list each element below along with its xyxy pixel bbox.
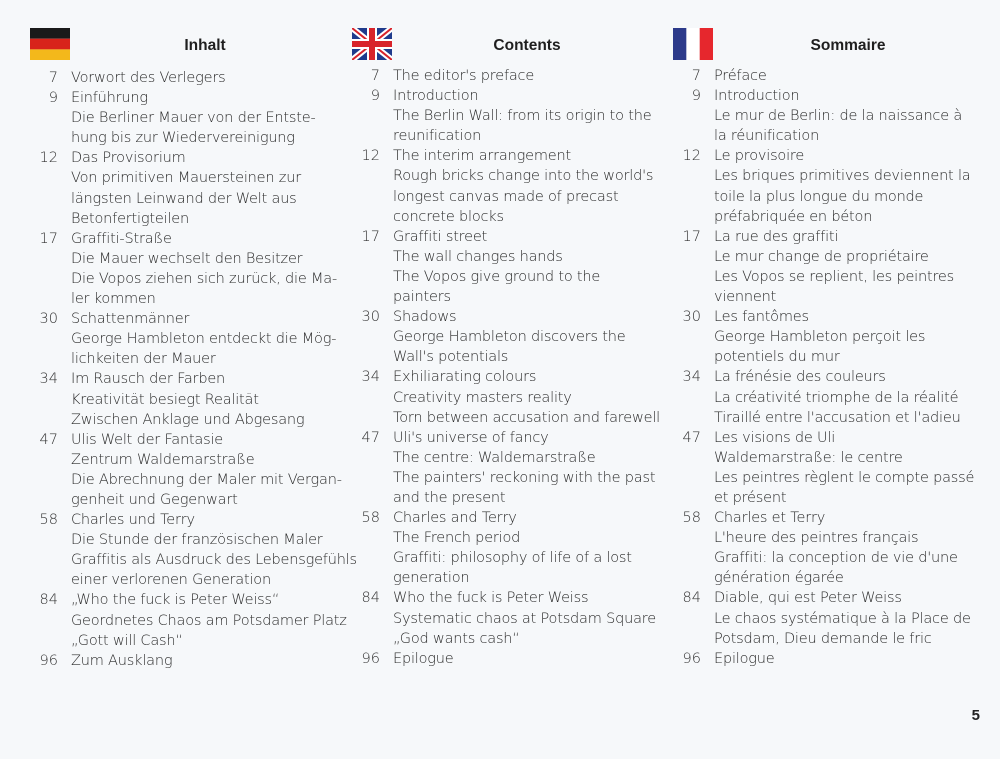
toc-chapter-title: Les fantômes [714, 309, 809, 326]
toc-chapter-title: The editor's preface [393, 68, 535, 84]
toc-chapter-subtitle: Waldemarstraße: le centre [714, 449, 903, 466]
toc-chapter-subtitle: Les Vopos se replient, les peintres [714, 268, 954, 285]
toc-chapter-subtitle: George Hambleton discovers the [393, 329, 626, 346]
toc-entry [30, 88, 340, 148]
toc-entry [352, 508, 662, 588]
toc-chapter-subtitle: „God wants cash“ [393, 630, 520, 647]
toc-page-number: 30 [361, 309, 380, 326]
toc-entry-text [714, 649, 983, 669]
toc-page-number: 34 [361, 369, 380, 386]
toc-chapter-subtitle: The French period [393, 530, 521, 547]
toc-page-number: 7 [48, 70, 58, 86]
toc-chapter-subtitle: The painters' reckoning with the past [393, 469, 656, 486]
toc-chapter-title: Im Rausch der Farben [71, 371, 226, 388]
toc-chapter-subtitle: generation [393, 570, 470, 587]
column-header [30, 0, 340, 60]
toc-entry [673, 508, 983, 588]
toc-entry-text [393, 227, 662, 307]
toc-chapter-subtitle: längsten Leinwand der Welt aus [71, 190, 297, 207]
toc-entry-text [393, 588, 662, 648]
toc-chapter-title: Uli's universe of fancy [393, 429, 549, 446]
toc-entry-text [714, 367, 983, 427]
toc-entry-text [71, 309, 340, 369]
toc-chapter-subtitle: Die Vopos ziehen sich zurück, die Ma- [71, 270, 337, 287]
toc-chapter-subtitle: potentiels du mur [714, 349, 840, 366]
column-header [352, 0, 662, 60]
toc-chapter-subtitle: génération égarée [714, 570, 844, 587]
toc-page-number: 9 [691, 88, 701, 105]
toc-entry [352, 588, 662, 648]
column-header [673, 0, 983, 60]
column-title: Contents [493, 37, 561, 54]
toc-chapter-subtitle: et présent [714, 489, 787, 506]
toc-chapter-subtitle: Les briques primitives deviennent la [714, 168, 971, 185]
toc-chapter-subtitle: Graffiti: philosophy of life of a lost [393, 550, 632, 567]
toc-chapter-title: Diable, qui est Peter Weiss [714, 590, 902, 607]
toc-chapter-subtitle: Graffitis als Ausdruck des Lebensgefühls [71, 552, 357, 569]
toc-entry [673, 146, 983, 226]
toc-entry-text [393, 428, 662, 508]
toc-entry-text [714, 428, 983, 508]
toc-chapter-title: Le provisoire [714, 148, 805, 165]
toc-chapter-subtitle: The Berlin Wall: from its origin to the [393, 108, 652, 125]
toc-chapter-subtitle: Creativity masters reality [393, 389, 572, 406]
toc-page-number: 34 [39, 371, 58, 388]
toc-chapter-title: „Who the fuck is Peter Weiss“ [71, 592, 280, 609]
toc-entry-text [714, 307, 983, 367]
toc-page-number: 17 [39, 230, 58, 247]
toc-entry [352, 367, 662, 427]
toc-entry [352, 649, 662, 669]
toc-page-number: 12 [39, 150, 58, 167]
toc-entry-text [71, 369, 340, 429]
toc-entry-text [71, 510, 357, 590]
toc-entry [30, 590, 347, 650]
toc-page-number: 47 [361, 429, 380, 446]
toc-list [30, 68, 357, 671]
toc-chapter-subtitle: George Hambleton perçoit les [714, 329, 926, 346]
toc-chapter-subtitle: Rough bricks change into the world's [393, 168, 654, 185]
toc-entry-text [393, 508, 662, 588]
toc-page-number: 9 [370, 88, 380, 105]
toc-chapter-subtitle: Potsdam, Dieu demande le fric [714, 630, 932, 647]
toc-list [673, 66, 983, 669]
toc-page-number: 17 [682, 228, 701, 245]
column-title: Inhalt [184, 37, 226, 54]
toc-chapter-subtitle: painters [393, 289, 451, 306]
toc-chapter-title: Les visions de Uli [714, 429, 836, 446]
toc-chapter-title: Who the fuck is Peter Weiss [393, 590, 589, 607]
toc-entry-text [393, 367, 662, 427]
toc-chapter-title: Préface [714, 68, 767, 84]
toc-list [352, 66, 662, 669]
toc-entry-text [393, 649, 662, 669]
toc-page-number: 84 [682, 590, 701, 607]
toc-page-number: 58 [682, 510, 701, 527]
toc-chapter-subtitle: Betonfertigteilen [71, 210, 189, 227]
toc-page-number: 12 [361, 148, 380, 165]
toc-chapter-subtitle: longest canvas made of precast [393, 188, 619, 205]
toc-chapter-subtitle: Die Abrechnung der Maler mit Vergan- [71, 471, 342, 488]
toc-entry-text [714, 66, 983, 86]
toc-chapter-title: La frénésie des couleurs [714, 369, 886, 386]
page-number: 5 [971, 707, 980, 724]
toc-chapter-subtitle: viennent [714, 289, 777, 306]
toc-chapter-subtitle: La créativité triomphe de la réalité [714, 389, 959, 406]
toc-chapter-title: Introduction [393, 88, 479, 105]
toc-chapter-subtitle: reunification [393, 128, 482, 145]
toc-chapter-title: Ulis Welt der Fantasie [71, 431, 224, 448]
toc-entry-text [393, 146, 662, 226]
column-title: Sommaire [810, 37, 886, 54]
toc-entry [673, 227, 983, 307]
toc-page-number: 30 [39, 311, 58, 328]
toc-entry [30, 148, 340, 228]
toc-page-number: 34 [682, 369, 701, 386]
toc-chapter-subtitle: Torn between accusation and farewell [393, 409, 661, 426]
toc-entry [30, 229, 340, 309]
toc-entry-text [714, 86, 983, 146]
toc-chapter-subtitle: Die Mauer wechselt den Besitzer [71, 250, 303, 267]
toc-entry [673, 649, 983, 669]
toc-entry-text [393, 66, 662, 86]
toc-chapter-subtitle: Le chaos systématique à la Place de [714, 610, 971, 627]
toc-chapter-subtitle: and the present [393, 489, 506, 506]
toc-chapter-subtitle: George Hambleton entdeckt die Mög- [71, 331, 337, 348]
toc-chapter-title: Schattenmänner [71, 311, 190, 328]
toc-entry [30, 430, 340, 510]
toc-entry-text [714, 227, 983, 307]
toc-page-number: 7 [691, 68, 701, 84]
toc-chapter-subtitle: Wall's potentials [393, 349, 509, 366]
toc-page-number: 96 [39, 652, 58, 669]
toc-chapter-subtitle: Tiraillé entre l'accusation et l'adieu [714, 409, 961, 426]
toc-chapter-subtitle: Zwischen Anklage und Abgesang [71, 411, 305, 428]
toc-chapter-title: Charles and Terry [393, 510, 517, 527]
toc-entry [673, 66, 983, 86]
toc-chapter-subtitle: préfabriquée en béton [714, 208, 873, 225]
toc-entry [673, 307, 983, 367]
toc-entry [673, 86, 983, 146]
toc-entry [352, 307, 662, 367]
toc-page-number: 7 [370, 68, 380, 84]
toc-chapter-title: Epilogue [714, 650, 775, 667]
toc-entry-text [71, 229, 340, 309]
toc-entry-text [71, 88, 340, 148]
toc-page-number: 96 [361, 650, 380, 667]
toc-chapter-title: Einführung [71, 90, 148, 107]
toc-chapter-title: Epilogue [393, 650, 454, 667]
toc-chapter-title: Shadows [393, 309, 457, 326]
toc-page-number: 12 [682, 148, 701, 165]
toc-chapter-title: Introduction [714, 88, 800, 105]
toc-chapter-title: Charles et Terry [714, 510, 826, 527]
toc-page-number: 96 [682, 650, 701, 667]
toc-page-number: 17 [361, 228, 380, 245]
toc-chapter-subtitle: hung bis zur Wiedervereinigung [71, 130, 295, 147]
toc-page-number: 47 [682, 429, 701, 446]
toc-chapter-subtitle: ler kommen [71, 291, 156, 308]
toc-chapter-subtitle: Geordnetes Chaos am Potsdamer Platz [71, 612, 347, 629]
toc-entry-text [393, 307, 662, 367]
toc-entry-text [714, 146, 983, 226]
toc-chapter-subtitle: Le mur change de propriétaire [714, 248, 929, 265]
toc-entry [30, 68, 340, 88]
toc-chapter-subtitle: Kreativität besiegt Realität [71, 391, 259, 408]
toc-chapter-subtitle: The Vopos give ground to the [393, 268, 601, 285]
toc-chapter-subtitle: Die Berliner Mauer von der Entste- [71, 110, 316, 127]
toc-entry [30, 510, 357, 590]
toc-chapter-title: La rue des graffiti [714, 228, 839, 245]
toc-chapter-title: Zum Ausklang [71, 652, 173, 669]
toc-chapter-subtitle: Von primitiven Mauersteinen zur [71, 170, 301, 187]
toc-entry [673, 588, 983, 648]
toc-entry-text [71, 68, 340, 88]
toc-chapter-title: Graffiti street [393, 228, 488, 245]
toc-entry-text [714, 508, 983, 588]
toc-entry [352, 428, 662, 508]
toc-chapter-title: Charles und Terry [71, 512, 195, 529]
toc-chapter-subtitle: Die Stunde der französischen Maler [71, 532, 323, 549]
toc-chapter-subtitle: Zentrum Waldemarstraße [71, 451, 255, 468]
column-french [673, 0, 983, 667]
toc-entry-text [393, 86, 662, 146]
toc-chapter-subtitle: „Gott will Cash“ [71, 632, 183, 649]
toc-entry-text [71, 590, 347, 650]
toc-chapter-subtitle: L'heure des peintres français [714, 530, 919, 547]
column-english [352, 0, 662, 667]
toc-chapter-title: Vorwort des Verlegers [71, 70, 226, 86]
toc-page-number: 84 [361, 590, 380, 607]
toc-page-number: 58 [39, 512, 58, 529]
toc-chapter-subtitle: Les peintres règlent le compte passé [714, 469, 975, 486]
toc-page-number: 84 [39, 592, 58, 609]
toc-page-number: 9 [48, 90, 58, 107]
toc-entry [30, 651, 340, 671]
toc-entry [30, 369, 340, 429]
toc-entry [352, 146, 662, 226]
toc-chapter-subtitle: lichkeiten der Mauer [71, 351, 216, 368]
toc-chapter-subtitle: The wall changes hands [393, 248, 563, 265]
toc-chapter-subtitle: einer verlorenen Generation [71, 572, 271, 589]
toc-entry [352, 227, 662, 307]
column-german [30, 0, 357, 669]
toc-chapter-subtitle: la réunification [714, 128, 820, 145]
toc-entry [30, 309, 340, 369]
toc-chapter-subtitle: genheit und Gegenwart [71, 491, 238, 508]
toc-chapter-title: Exhiliarating colours [393, 369, 537, 386]
toc-chapter-title: The interim arrangement [393, 148, 571, 165]
toc-entry-text [71, 148, 340, 228]
toc-entry [352, 86, 662, 146]
toc-entry-text [71, 651, 340, 671]
toc-chapter-subtitle: toile la plus longue du monde [714, 188, 924, 205]
toc-entry [673, 428, 983, 508]
toc-entry-text [71, 430, 342, 510]
toc-chapter-title: Das Provisorium [71, 150, 186, 167]
toc-chapter-title: Graffiti-Straße [71, 230, 172, 247]
toc-page-number: 47 [39, 431, 58, 448]
toc-chapter-subtitle: Le mur de Berlin: de la naissance à [714, 108, 963, 125]
toc-page-number: 30 [682, 309, 701, 326]
toc-entry [352, 66, 662, 86]
toc-chapter-subtitle: The centre: Waldemarstraße [393, 449, 596, 466]
toc-entry [673, 367, 983, 427]
toc-chapter-subtitle: Systematic chaos at Potsdam Square [393, 610, 656, 627]
toc-chapter-subtitle: concrete blocks [393, 208, 504, 225]
toc-page-number: 58 [361, 510, 380, 527]
toc-chapter-subtitle: Graffiti: la conception de vie d'une [714, 550, 958, 567]
toc-entry-text [714, 588, 983, 648]
